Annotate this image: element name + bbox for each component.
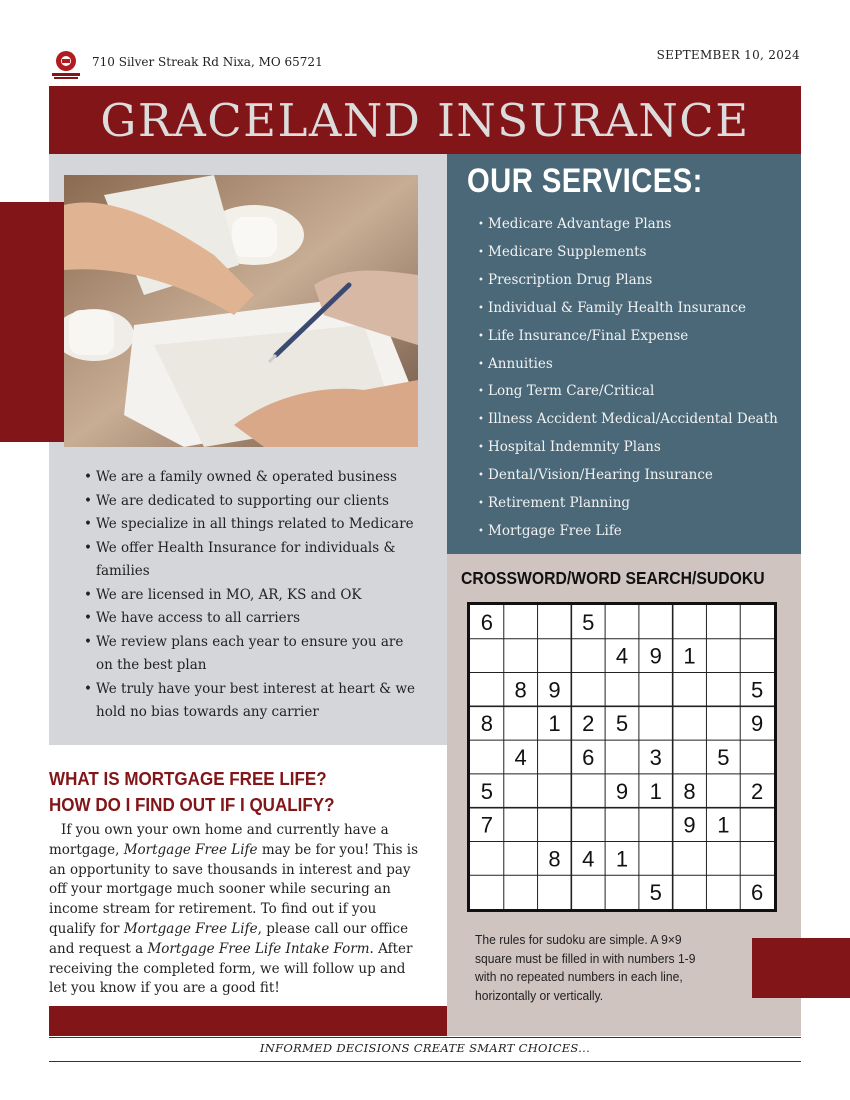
service-item: • Life Insurance/Final Expense bbox=[478, 323, 778, 351]
about-item: • We are dedicated to supporting our clients bbox=[84, 490, 424, 514]
company-name-title: GRACELAND INSURANCE bbox=[100, 94, 750, 147]
sudoku-cell-value: 9 bbox=[615, 778, 629, 804]
service-item: • Medicare Supplements bbox=[478, 239, 778, 267]
sudoku-cell-value: 1 bbox=[717, 812, 730, 838]
sudoku-cell-value: 8 bbox=[683, 778, 696, 804]
mortgage-text: , please call our office and request a bbox=[49, 920, 409, 957]
footer-divider bbox=[49, 1037, 801, 1038]
footer-tagline: INFORMED DECISIONS CREATE SMART CHOICES... bbox=[259, 1041, 591, 1055]
bottom-accent-bar bbox=[49, 1006, 447, 1036]
service-item: • Annuities bbox=[478, 351, 778, 379]
mortgage-text: If you own your own home and currently have a mortgage, bbox=[49, 822, 389, 858]
mortgage-body bbox=[49, 821, 424, 999]
sudoku-cell-value: 3 bbox=[649, 745, 662, 770]
sudoku-cell-value: 8 bbox=[514, 677, 527, 703]
mortgage-product-name: Mortgage Free Life bbox=[123, 841, 258, 858]
about-list bbox=[84, 466, 424, 725]
sudoku-cell-value: 5 bbox=[750, 677, 764, 703]
service-item: • Illness Accident Medical/Accidental Death bbox=[478, 406, 778, 434]
sudoku-cell-value: 8 bbox=[548, 846, 561, 872]
mortgage-heading bbox=[49, 766, 335, 818]
sudoku-cell-value: 2 bbox=[750, 778, 764, 804]
sudoku-cell-value: 4 bbox=[615, 643, 629, 669]
right-accent-block bbox=[752, 938, 850, 998]
mortgage-heading-line2: HOW DO I FIND OUT IF I QUALIFY? bbox=[49, 794, 335, 815]
about-item: • We are licensed in MO, AR, KS and OK bbox=[84, 584, 424, 608]
sudoku-cell-value: 1 bbox=[683, 643, 696, 669]
about-item: • We have access to all carriers bbox=[84, 607, 424, 631]
about-item: • We are a family owned & operated business bbox=[84, 466, 424, 490]
sudoku-cell-value: 8 bbox=[480, 711, 494, 737]
intake-form-name: Mortgage Free Life Intake Form bbox=[147, 940, 370, 957]
sudoku-cell-value: 7 bbox=[480, 812, 494, 838]
footer-divider bbox=[49, 1061, 801, 1062]
about-item: • We offer Health Insurance for individuals & families bbox=[84, 537, 424, 584]
about-item: • We truly have your best interest at heart & we hold no bias towards any carrier bbox=[84, 678, 424, 725]
service-item: • Individual & Family Health Insurance bbox=[478, 295, 778, 323]
service-item: • Dental/Vision/Hearing Insurance bbox=[478, 462, 778, 490]
about-item: • We specialize in all things related to Medicare bbox=[84, 513, 424, 537]
service-item: • Long Term Care/Critical bbox=[478, 378, 778, 406]
sudoku-cell-value: 2 bbox=[582, 711, 595, 737]
mortgage-text: . After receiving the completed form, we will follow up and let you know if you are a good fit! bbox=[49, 940, 413, 997]
sudoku-cell-value: 5 bbox=[582, 609, 595, 635]
service-item: • Mortgage Free Life bbox=[478, 518, 778, 546]
sudoku-rules: The rules for sudoku are simple. A 9×9 square must be filled in with numbers 1-9 with no repeated numbers in each line, horizontally or vertically. bbox=[475, 932, 696, 1003]
mortgage-text: may be for you! This is an opportunity to save thousands in interest and pay off your mortgage much sooner while securing an income stream for retirement. To find out if you qualify for bbox=[49, 841, 419, 937]
sudoku-grid bbox=[467, 602, 777, 912]
sudoku-cell-value: 1 bbox=[615, 846, 629, 872]
service-item: • Medicare Advantage Plans bbox=[478, 211, 778, 239]
company-address: 710 Silver Streak Rd Nixa, MO 65721 bbox=[92, 55, 323, 69]
consultation-photo bbox=[64, 175, 418, 447]
sudoku-cell-value: 5 bbox=[717, 745, 730, 770]
sudoku-cell-value: 6 bbox=[582, 745, 595, 770]
sudoku-cell-value: 5 bbox=[649, 880, 662, 906]
service-item: • Retirement Planning bbox=[478, 490, 778, 518]
company-logo-icon bbox=[49, 49, 85, 81]
sudoku-cell-value: 5 bbox=[480, 778, 494, 804]
mortgage-product-name: Mortgage Free Life bbox=[123, 920, 258, 937]
sudoku-cell-value: 4 bbox=[514, 745, 527, 770]
service-item: • Hospital Indemnity Plans bbox=[478, 434, 778, 462]
title-banner bbox=[49, 86, 801, 154]
sudoku-cell-value: 6 bbox=[480, 609, 494, 635]
sudoku-cell-value: 6 bbox=[750, 880, 764, 906]
sudoku-cell-value: 9 bbox=[548, 677, 561, 703]
about-item: • We review plans each year to ensure you are on the best plan bbox=[84, 631, 424, 678]
mortgage-heading-line1: WHAT IS MORTGAGE FREE LIFE? bbox=[49, 768, 327, 789]
sudoku-cell-value: 9 bbox=[750, 711, 764, 737]
sudoku-cell-value: 1 bbox=[548, 711, 561, 737]
newsletter-date: SEPTEMBER 10, 2024 bbox=[656, 48, 800, 62]
sudoku-cell-value: 5 bbox=[615, 711, 629, 737]
puzzle-title: CROSSWORD/WORD SEARCH/SUDOKU bbox=[461, 568, 765, 588]
services-title: OUR SERVICES: bbox=[467, 162, 703, 200]
services-list bbox=[478, 211, 778, 546]
sudoku-cell-value: 9 bbox=[649, 643, 662, 669]
sudoku-cell-value: 4 bbox=[582, 846, 595, 872]
service-item: • Prescription Drug Plans bbox=[478, 267, 778, 295]
sudoku-cell-value: 9 bbox=[683, 812, 696, 838]
sudoku-cell-value: 1 bbox=[649, 778, 662, 804]
